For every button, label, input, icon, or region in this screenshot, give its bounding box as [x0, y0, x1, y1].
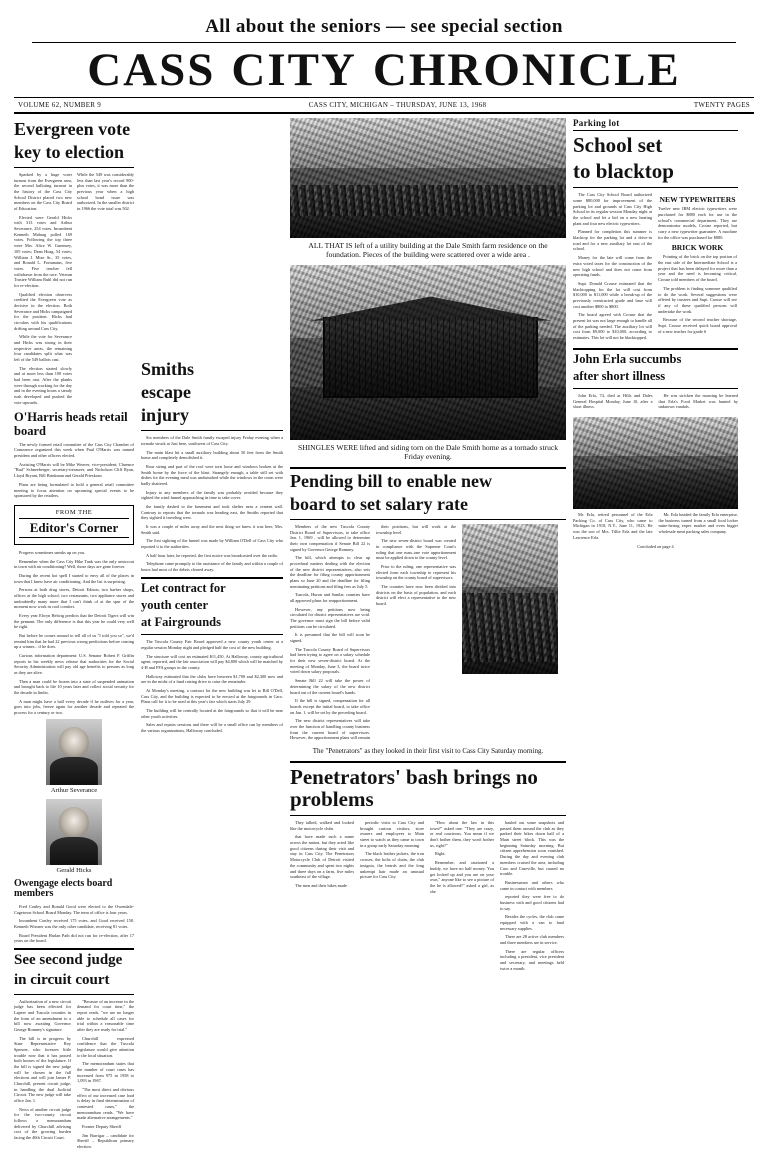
continued-note: Concluded on page 4: [637, 543, 674, 549]
penetrators-body-2: periodic visits to Cass City and brought curious visitors, store owners and employees to Main street to watch as they came to town in a group early Saturday morning. The black leather jackets, the iron crosses, the bolts of chain, the club insignia, the beards and the long unkempt hair made an unusual picture for Cass City.: [360, 820, 424, 880]
headline-john-erla-2: after short illness: [573, 368, 666, 383]
school-body: The Cass City School Board authorized some $80,000 for improvement of the parking lot and grounds at Cass City High School in its regular session Monday night at the school and let a bid on a new heating plant and four new electric typewriters. Planned for completion this summer is blacktop for the parking lot and a drive-in road and for a new auxiliary lot east of the school. Money for the late will come from the extra voted taxes for the construction of the new high school and does not come from operating funds. Supt. Donald Crouse estimated that the blacktopping for the lot will cost from $10,000 to $11,000 while a break-up of the previously constructed grade and base will cost another $800 to $800. The board agreed with Crouse that the present lot was not large enough to handle all of the parking needed. The auxiliary lot will cost from $9,000 to $10,000, according to estimates. This lot will not be blacktopped.: [573, 192, 652, 340]
dateline: CASS CITY, MICHIGAN – THURSDAY, JUNE 13, 1968: [308, 100, 487, 109]
headline-oharris: O'Harris heads retail board: [14, 410, 128, 438]
youth-body: The Tuscola County Fair Board approved a new county youth center at a regular session Monday night and pledged half the cost of the new building. The structure will cost an estimated $11,450. At Halloway, county agricultural agent, reported, and the fair association will pay $4,800 which will be matched by 4-H and FFA groups in the county. Halloway estimated that the clubs have between $1,700 and $2,300 now and are in the midst of a fund raising drive to raise the remainder. At Monday's meeting, a contract for the new building was let to Bill O'Dell, Cass City, and the building is expected to be erected at the fairgrounds in Caro. Plans call for it to be used at this year's fair which starts July 29. The building will be centrally located at the fairgrounds so that it will be near other youth activities. Sales and repairs sessions and there will be a small office run by members of the various organizations, Halloway concluded.: [141, 639, 283, 734]
headline-salary-1: Pending bill to enable new: [290, 470, 493, 491]
page-tagline: All about the seniors — see special section: [205, 16, 563, 37]
editors-corner-title: Editor's Corner: [19, 518, 129, 538]
divider-5: [141, 577, 283, 579]
penetrators-body-4: hauled out some snapshots and passed them around the club as they parked their bikes down half of a Main street block. This was the beginning Saturday morning. But citizen apprehension soon vanished. During the day and evening club members cruised the area, including Caro and Caseville, but caused no trouble. Businessmen and others who came in contact with members reported they were free to do business with and good citizens had to say. Besides the cycles, the club came equipped with a van to haul necessary supplies. There are 28 active club members and three members are in service. There are regular officers including a president, vice president and secretary, and meetings held twice a month.: [500, 820, 564, 971]
volume-number: VOLUME 62, NUMBER 9: [18, 100, 102, 109]
subhead-brick-work: BRICK WORK: [671, 243, 724, 253]
headline-smiths-2: escape: [141, 382, 191, 403]
evergreen-body-right: While the 549 was considerably less than last year's record 900-plus votes, it was more than the previous year when a high school bond issue was authorized. In the smaller district in 1966 the vote total was 502.: [77, 172, 134, 212]
headline-owengage: Owengage elects board members: [14, 877, 113, 900]
photo-erla-portrait: [573, 417, 738, 509]
masthead: [0, 0, 768, 95]
column-4: [573, 118, 738, 1150]
evergreen-body-left: Sparked by a huge voter turnout from the Evergreen area, the second balloting turnout in the history of the Cass City School District placed two new members on the Cass City Board of Education. Elected were Gerald Hicks with 313 votes and Arthur Severance, 254 votes. Incumbent Kenneth Maharg polled 169 votes. Following the top three were Mrs. Alice W. Guernsey, 105 votes; Dean Hoag, 54 votes; William J. Mize Sr., 35 votes, and Ronald L. Fortunatus, five votes. Five teacher fell withdrawn from the race. Veteran Trustee William Ruhl did not run for re-election. Qualified election observers credited the Evergreen vote as decisive in the election. Both Severance and Hicks campaigned for the position. Hicks had circulars with his qualifications drifting around Cass City. While the vote for Severance and Hicks was strong in their respective areas, the remaining four candidates split what was left of the 549 ballots cast. The election started slowly and at noon less than 100 votes had been cast. After the planks were through working for the day and in the evening hours a steady rush developed and pushed the vote upwards.: [14, 172, 72, 405]
title-word-2: CITY: [231, 44, 357, 96]
photo-smith-home: [290, 265, 566, 440]
headline-youth-3: at Fairgrounds: [141, 615, 221, 630]
salary-body-col1: Members of the new Tuscola County District Board of Supervisors, to take office Jan. 1, 1969 , will be allowed to determine their own compensation if Senate Bill 22 is signed by Governor George Romney. The bill, which attempts to clear up procedural matters dealing with the election of the new district representatives, also sets the deadline for filing county apportionment plans so June 20 and the deadline for filing nominating petitions and filing fees as July 5. Tuscola, Huron and Sanilac counties have all approved plans for reapportionment. However, any petitions now being circulated for district representatives are void. The governor must sign the bill before valid petitions can be circulated. It is presumed that the bill will soon be signed. The Tuscola County Board of Supervisors had been trying to agree on a salary schedule for their new seven-district board. At the meeting of Monday, June 3, the board twice voted down salary proposals. Senate Bill 22 will take the power of determining the salary of the new district board out of the current board's hands. If the bill is signed, compensation for all boards except the initial board, to take office on Jan. 1, will be set by the preceding board. The new district representatives will take over the function of handling county business from the current board of supervisors. However, the apportionment plans will remain: [290, 524, 371, 741]
portrait-gerald-hicks: [46, 799, 102, 865]
headline-evergreen-1: Evergreen vote: [14, 118, 131, 139]
owengage-body: Fred Conley and Ronald Good were elected to the Owendale-Cagetown School Board Monday. The term of office is four years. Incumbent Conley received 175 votes, and Good received 158. Kenneth Wissner was the only other candidate, receiving 81 votes. Board President Harlan Path did not run for re-election, after 17 years on the board.: [14, 903, 134, 944]
title-word-3: CHRONICLE: [372, 44, 681, 96]
divider-13: [573, 348, 738, 350]
subhead-typewriters: NEW TYPEWRITERS: [659, 195, 736, 205]
photo-smith-utility-building: [290, 118, 566, 238]
penetrators-body-1: They talked, walked and looked like the motorcycle clubs that have made such a name across the nation, but they acted like good citizens during their visit and stay in Cass City. The Penetrators Motorcycle Club of Detroit visited the community and spent two nights and three days on a farm, five miles southeast of the village. The men and their bikes made: [290, 820, 354, 888]
oharris-body: The newly formed retail committee of the Cass City Chamber of Commerce organized this week when Paul O'Harris was named president and other officers elected. Assisting O'Harris will be Mike Weaver, vice-president; Clarence "Bud" Schneeberger, secretary-treasurer, and Nicholson Cliff Ryan, Lloyd Bryant, Bill Brinkman and Gerald Prieskorn. Plans are being formulated to hold a general retail committee meeting to focus attention on upcoming special events to be sponsored by the retailers.: [14, 441, 134, 499]
folio-bar: [0, 98, 768, 111]
erla-caption-body: Mr. Erla, retired personnel of the Erla Packing Co. of Cass City, who came to Michigan in 1918, N.Y., June 11, 1923. He was the son of Mrs. Tillie Erla and the late Lawrence Erla. Mr. Erla headed the family Erla enterprise, the business turned from a small food locker mine-hering exper market and even bigger wholesale meat packing sales company.: [573, 512, 738, 540]
editors-corner-box: [14, 505, 134, 545]
headline-smiths-1: Smiths: [141, 358, 195, 379]
headline-judge-1: See second judge: [14, 951, 123, 968]
headline-school-2: to blacktop: [573, 159, 674, 184]
divider-8: [290, 519, 566, 520]
john-erla-body: John Erla, 74, died at Hills and Dales General Hospital Monday, June 10, after a short illness. He was stricken the morning he learned that Erla's Food Market was hunted by unknown vandals.: [573, 393, 738, 410]
penetrators-body-3: "How about the law in this town?" asked one. "They are crazy, or real courteous. You mean if we don't bother them, they won't bother us, right?" Right. Remember, and cautioned a buddy, we have no half money. You get locked up and you are on your own," anyone like to see a picture of the he is allowed?" asked a girl, as she: [430, 820, 494, 894]
page-count: TWENTY PAGES: [693, 100, 750, 109]
editors-corner-kicker: FROM THE: [55, 508, 93, 516]
caption-penetrators: The "Penetrators" as they looked in their first visit to Cass City Saturday morning.: [312, 746, 544, 755]
divider-9: [290, 761, 566, 763]
masthead-rule-top: [32, 42, 736, 43]
column-3: [290, 118, 566, 1150]
folio-rule: [14, 112, 754, 114]
divider-2: [14, 948, 134, 950]
headline-youth-1: Let contract for: [141, 580, 226, 595]
caption-smith-utility-building: ALL THAT IS left of a utility building at the Dale Smith farm residence on the foundation. Pieces of the building were scattered over a wide area .: [308, 240, 548, 260]
caption-smith-home: SHINGLES WERE lifted and siding torn on the Dale Smith home as a tornado struck Friday evening.: [297, 442, 559, 462]
divider-14: [573, 388, 738, 389]
headline-smiths-3: injury: [141, 405, 190, 426]
divider-11: [573, 130, 738, 131]
portrait-caption-severance: Arthur Severance: [50, 786, 98, 794]
brick-body: Pointing of the brick on the top portion of the east side of the Intermediate School is a project that has been delayed for more than a year and the need is becoming critical, Crouse told members of the board. The problem is finding someone qualified to do the work. Several suggestions were offered by trustees and Supt. Crouse will see if any of these qualified persons will undertake the work. Because of the second teacher shortage, Supt. Crouse received quick board approval of a new teacher for grade 6: [658, 254, 737, 334]
divider-12: [573, 187, 738, 188]
divider: [14, 167, 134, 168]
typewriters-body: Twelve new IBM electric typewriters were purchased for $880 each for use in the school's commercial department. They are demonstrator models, Crouse reported, but carry a new typewriter guarantee. A machine for the office was purchased for $880.: [658, 206, 737, 240]
photo-penetrators-group: [462, 524, 558, 674]
title-word-1: CASS: [87, 44, 216, 96]
divider-10: [290, 815, 566, 816]
headline-judge-2: in circuit court: [14, 971, 110, 988]
divider-4: [141, 430, 283, 431]
portrait-arthur-severance: [46, 719, 102, 785]
editors-corner-body: Progress sometimes sneaks up on you. Remember when the Cass City Hike Tank was the only aristocrat in town with air conditioning? Well, those days are gone forever. During the recent hot spell I started to envy all of the places in town that I knew have air conditioning. And the list is surprising. Persons at both drug stores, Detroit Edison, two barber shops, offices at the high school, two restaurants, two appliance stores and undoubtedly many more that I can't think of at the spur of the moment now work in cool comfort. Every year Elwyn Helwig predicts that the Detroit Tigers will win the pennant. The only difference is that this year he could very well be right. But before he comes around to tell all of us "I told you so", we'd remind him that he had 22 previous wrong predictions before coming up a winner... if he does. Curious information department: U.S. Senator Robert F. Griffin reports in his weekly news release that authorities for the Social Security Administration will pay old age benefits to persons as long as they are alive. Then a man could be frozen into a state of suspended animation and brought back to life 10 years later and collect social security for the decade in limbo. A man might have a ball every decade if he outlives for a year, goes into jobs, freeze again for another decade and repeated the process for a century or two.: [14, 549, 134, 715]
judge-body: Authorization of a new circuit judge has been effected for Lapeer and Tuscola counties in the form of an amendment to a bill now awaiting Governor George Romney's signature. The bill is in progress by State Representative Roy Spencer, who foresees little trouble now that it has passed both houses of the legislature. If the bill is signed the new judge will be chosen in the fall elections and will join James P. Churchill, present circuit judge, in handling the dual Judicial Circuit. The new judge will take office Jan. 1. News of another circuit judge for the two-county circuit follows a memorandum delivered by Churchill advising cost of the growing burden facing the 40th Circuit Court. "Because of an increase in the demand for court time," the report reads, "we are no longer able to schedule all cases for trial within a reasonable time after they are ready for trial." Churchill expressed confidence that the Tuscola legislature would give attention to the local situation. The memorandum states that the number of court cases has increased from 975 in 1958 to 1,093 in 1967. "The most direct and obvious effect of our increased case load is delay in final determination of contested cases," the memorandum reads. "We have made alternative arrangements." Former Deputy Sheriff Jim Barrigar – candidate for Sheriff – Republican primary election.: [14, 998, 134, 1150]
divider-6: [141, 634, 283, 635]
headline-john-erla-1: John Erla succumbs: [573, 351, 682, 366]
column-grid: [0, 118, 768, 1150]
column-2: [141, 118, 283, 1150]
headline-penetrators: Penetrators' bash brings no problems: [290, 764, 538, 811]
kicker-parking-lot: Parking lot: [573, 117, 620, 128]
divider-7: [290, 467, 566, 469]
headline-school-1: School set: [573, 132, 663, 157]
smiths-body: Six members of the Dale Smith family escaped injury Friday evening when a tornado struck at Just here, southwest of Cass City. The main blast hit a small auxiliary building about 50 feet from the Smith home and completely demolished it. Roar sizing and part of the roof were torn loose and windows broken at the Smith home by the force of the blast. Strangely enough, a table still set with dishes for the evening meal was undisturbed while the windows in the room were badly shattered. Injury to any members of the family was probably avoided because they sighted the wind funnel approaching in time to take cover. the family dashed to the basement and took shelter near a cement wall. Contrary to reports that the tornado was heading east, the Smiths reported that they sighted it traveling west. It was a couple of miles away and the next thing we knew it was here, Mrs. Smith said. The first sighting of the funnel was made by William O'Dell of Cass City who reported it to the authorities. A half hour later, he reported, the first notice was broadcasted over the radio. Telephone came promptly to the assistance of the family and within a couple of hours had most of the debris cleared away.: [141, 435, 283, 572]
headline-salary-2: board to set salary rate: [290, 493, 468, 514]
column-1: [14, 118, 134, 1150]
portrait-caption-hicks: Gerald Hicks: [56, 866, 92, 874]
salary-body-col2: their positions, but will work at the township level. The new seven-district board was created in compliance with the Supreme Court's ruling that one man–one vote apportionment must be applied down to the county level. Prior to the ruling, one representative was elected from each township to represent his township on the county board of supervisors. The counties have now been divided into districts on the basis of population, and each district will elect a representative to the new board.: [376, 524, 456, 607]
headline-evergreen-2: key to election: [14, 142, 124, 163]
paper-title: [18, 44, 750, 96]
headline-youth-2: youth center: [141, 597, 208, 612]
